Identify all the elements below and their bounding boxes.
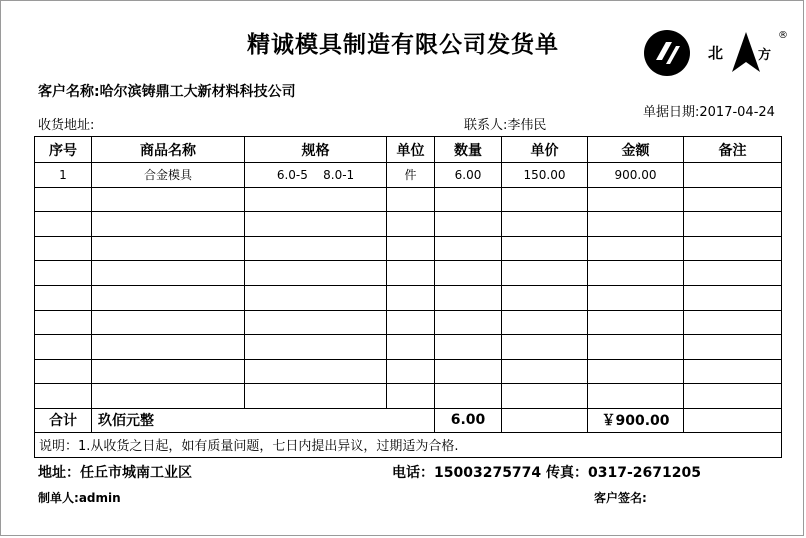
- footer-tel-value: 15003275774: [434, 465, 542, 481]
- table-header-row: [35, 137, 782, 163]
- contact-label: 联系人:: [464, 118, 508, 133]
- empty-row: [35, 335, 782, 360]
- address-label: 收货地址:: [38, 118, 95, 133]
- empty-row: [35, 310, 782, 335]
- note-text: 说明：1.从收货之日起，如有质量问题，七日内提出异议，过期适为合格.: [35, 432, 782, 457]
- empty-row: [35, 236, 782, 261]
- total-quantity: 6.00: [435, 408, 502, 432]
- empty-row: [35, 359, 782, 384]
- signature-label: 客户签名:: [594, 491, 647, 505]
- note-row: [35, 432, 782, 457]
- cell-index: 1: [35, 163, 92, 188]
- footer-address-label: 地址：: [38, 465, 80, 481]
- cell-unit-price: 150.00: [502, 163, 588, 188]
- cell-amount: 900.00: [588, 163, 684, 188]
- header-amount: 金额: [588, 137, 684, 163]
- header-unit-price: 单价: [502, 137, 588, 163]
- empty-row: [35, 212, 782, 237]
- footer-tel-label: 电话：: [392, 465, 434, 481]
- goods-table: [34, 136, 782, 458]
- footer-address: [38, 462, 192, 482]
- cell-product-name: 合金模具: [92, 163, 245, 188]
- logo-text-right: 方: [758, 48, 772, 63]
- header-specification: 规格: [245, 137, 387, 163]
- delivery-address: [38, 114, 94, 133]
- footer-address-value: 任丘市城南工业区: [80, 465, 192, 481]
- empty-row: [35, 384, 782, 409]
- footer-fax-label: 传真：: [546, 465, 588, 481]
- header-remark: 备注: [684, 137, 782, 163]
- header-product-name: 商品名称: [92, 137, 245, 163]
- customer-name: [38, 81, 296, 101]
- company-logo: [644, 30, 794, 80]
- footer-fax-value: 0317-2671205: [588, 465, 701, 481]
- cell-unit: 件: [387, 163, 435, 188]
- logo-text-left: 北: [708, 44, 724, 62]
- logo-registered-mark: ®: [778, 30, 788, 41]
- total-label: 合计: [35, 408, 92, 432]
- date-value: 2017-04-24: [699, 105, 775, 120]
- document-title: 精诚模具制造有限公司发货单: [247, 32, 559, 58]
- customer-value: 哈尔滨铸鼎工大新材料科技公司: [99, 84, 296, 100]
- maker-label: 制单人:: [38, 491, 79, 505]
- header-quantity: 数量: [435, 137, 502, 163]
- footer-telephone: [392, 462, 541, 482]
- cell-quantity: 6.00: [435, 163, 502, 188]
- customer-label: 客户名称:: [38, 84, 100, 100]
- header-index: 序号: [35, 137, 92, 163]
- table-row: [35, 163, 782, 188]
- total-amount: ￥900.00: [588, 408, 684, 432]
- total-row: [35, 408, 782, 432]
- document-date: [643, 101, 775, 120]
- contact-value: 李伟民: [507, 118, 547, 133]
- cell-specification: 6.0-5 8.0-1: [245, 163, 387, 188]
- empty-row: [35, 261, 782, 286]
- empty-row: [35, 285, 782, 310]
- date-label: 单据日期:: [643, 105, 700, 120]
- empty-row: [35, 187, 782, 212]
- document-maker: [38, 489, 121, 506]
- logo-circle-icon: [644, 30, 690, 76]
- header-unit: 单位: [387, 137, 435, 163]
- maker-value: admin: [78, 491, 121, 505]
- cell-remark: [684, 163, 782, 188]
- total-in-words: 玖佰元整: [92, 408, 435, 432]
- customer-signature: [594, 489, 647, 506]
- footer-fax: [546, 462, 701, 482]
- contact-person: [464, 114, 546, 133]
